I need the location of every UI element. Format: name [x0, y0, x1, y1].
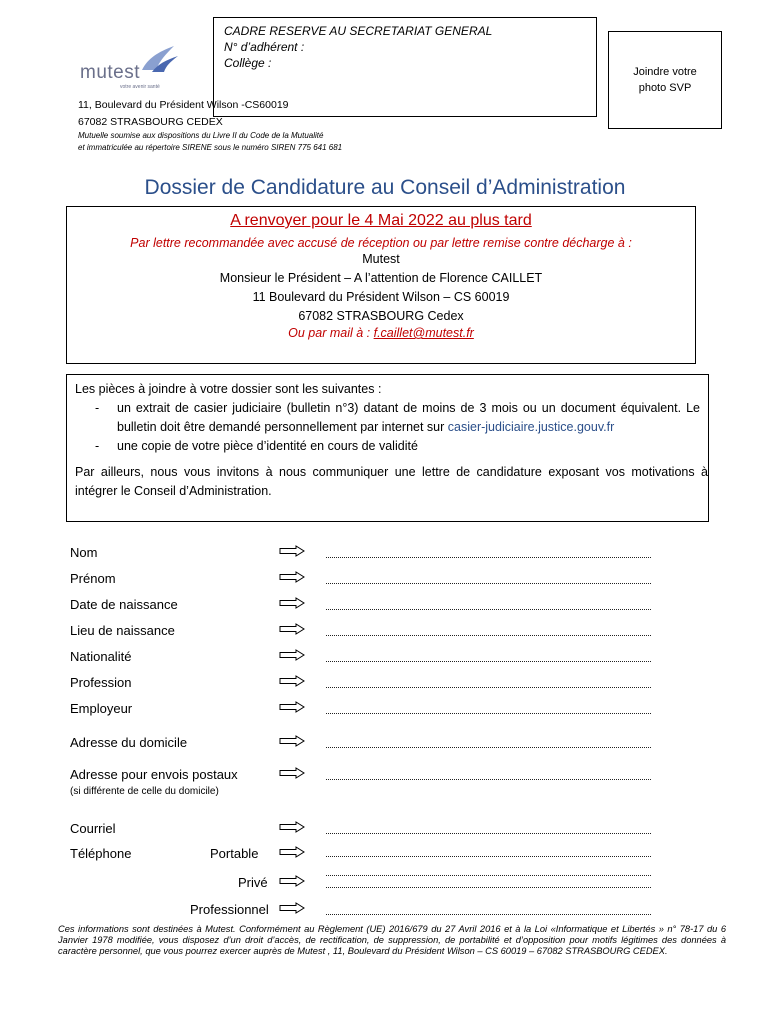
label-courriel: Courriel: [70, 821, 116, 836]
email-link[interactable]: f.caillet@mutest.fr: [373, 326, 474, 340]
field-nom[interactable]: [326, 557, 651, 558]
field-prenom[interactable]: [326, 583, 651, 584]
photo-label-line1: Joindre votre: [633, 66, 697, 78]
label-professionnel: Professionnel: [190, 902, 269, 917]
college-label: Collège :: [224, 56, 272, 70]
field-profession[interactable]: [326, 687, 651, 688]
recipient-line: Mutest: [362, 252, 400, 266]
logo-tagline: votre avenir santé: [120, 84, 160, 90]
field-employeur[interactable]: [326, 713, 651, 714]
photo-label-line2: photo SVP: [638, 82, 692, 94]
field-professionnel[interactable]: [326, 914, 651, 915]
arrow-right-icon: [279, 597, 305, 609]
address-line-1: 11, Boulevard du Président Wilson -CS60019: [78, 99, 289, 111]
label-nom: Nom: [70, 545, 98, 560]
member-number-label: N° d’adhérent :: [224, 40, 305, 54]
email-line: [67, 326, 695, 340]
legal-line-1: Mutuelle soumise aux dispositions du Livre II du Code de la Mutualité: [78, 131, 324, 140]
mutest-logo: [80, 44, 180, 90]
field-adresse-postale[interactable]: [326, 779, 651, 780]
recipient-line: 67082 STRASBOURG Cedex: [298, 309, 464, 323]
arrow-right-icon: [279, 902, 305, 914]
send-method-text: Par lettre recommandée avec accusé de réception ou par lettre remise contre décharge à :: [130, 236, 632, 250]
label-profession: Profession: [70, 675, 132, 690]
legal-line-2: et immatriculée au répertoire SIRENE sous le numéro SIREN 775 641 681: [78, 143, 343, 152]
deadline-text: A renvoyer pour le 4 Mai 2022 au plus tard: [230, 212, 532, 229]
label-prive: Privé: [238, 875, 268, 890]
field-prive-2[interactable]: [326, 887, 651, 888]
label-employeur: Employeur: [70, 701, 133, 716]
recipient-line: Monsieur le Président – A l’attention de Florence CAILLET: [219, 271, 543, 285]
arrow-right-icon: [279, 545, 305, 557]
field-nationalite[interactable]: [326, 661, 651, 662]
bullet-text: un extrait de casier judiciaire (bulletin n°3) datant de moins de 3 mois ou un document équivalent. Le bulletin doit être demandé personnellement par internet sur: [117, 401, 700, 434]
bullet-text: une copie de votre pièce d’identité en cours de validité: [117, 439, 418, 453]
reserved-title: CADRE RESERVE AU SECRETARIAT GENERAL: [224, 24, 493, 38]
documents-box: [66, 374, 709, 522]
recipient-line: 11 Boulevard du Président Wilson – CS 60019: [252, 290, 510, 304]
documents-closing: Par ailleurs, nous vous invitons à nous communiquer une lettre de candidature exposant vos motivations à intégrer le Conseil d’Administration.: [75, 465, 708, 498]
arrow-right-icon: [279, 821, 305, 833]
arrow-right-icon: [279, 623, 305, 635]
label-date-naissance: Date de naissance: [70, 597, 178, 612]
arrow-right-icon: [279, 875, 305, 887]
label-nationalite: Nationalité: [70, 649, 132, 664]
field-prive-1[interactable]: [326, 875, 651, 876]
send-instructions-box: [66, 206, 696, 364]
label-telephone: Téléphone: [70, 846, 132, 861]
arrow-right-icon: [279, 735, 305, 747]
field-adresse-domicile[interactable]: [326, 747, 651, 748]
logo-wordmark: mutest: [80, 62, 141, 83]
label-adresse-postale: Adresse pour envois postaux: [70, 767, 238, 782]
field-lieu-naissance[interactable]: [326, 635, 651, 636]
label-prenom: Prénom: [70, 571, 116, 586]
bullet-dash: -: [95, 401, 100, 415]
arrow-right-icon: [279, 701, 305, 713]
email-prefix: Ou par mail à :: [288, 326, 374, 340]
arrow-right-icon: [279, 649, 305, 661]
list-item: [67, 437, 708, 456]
label-adresse-postale-note: (si différente de celle du domicile): [70, 786, 219, 797]
field-date-naissance[interactable]: [326, 609, 651, 610]
privacy-footer: Ces informations sont destinées à Mutest. Conformément au Règlement (UE) 2016/679 du 27 Avril 2016 et à la Loi «Informatique et Libertés » n° 78-17 du 6 Janvier 1978 modifiée, vous disposez d’un droit d’accès, de rectification, de suppression, de portabilité et d’opposition pour motifs légitimes des données à caractère personnel, que vous pourrez exercer auprès de Mutest , 11, Boulevard du Président Wilson – CS 60019 – 67082 STRASBOURG CEDEX.: [58, 924, 726, 956]
documents-intro: Les pièces à joindre à votre dossier sont les suivantes :: [75, 382, 382, 396]
arrow-right-icon: [279, 767, 305, 779]
field-courriel[interactable]: [326, 833, 651, 834]
page-title: Dossier de Candidature au Conseil d’Administration: [144, 176, 626, 199]
arrow-right-icon: [279, 571, 305, 583]
list-item: [67, 399, 708, 437]
label-portable: Portable: [210, 846, 259, 861]
address-line-2: 67082 STRASBOURG CEDEX: [78, 116, 223, 128]
label-lieu-naissance: Lieu de naissance: [70, 623, 175, 638]
bird-logo-icon: [138, 44, 180, 74]
arrow-right-icon: [279, 675, 305, 687]
label-adresse-domicile: Adresse du domicile: [70, 735, 188, 750]
casier-judiciaire-link[interactable]: casier-judiciaire.justice.gouv.fr: [447, 420, 615, 434]
bullet-dash: -: [95, 439, 100, 453]
photo-box: [608, 31, 722, 129]
field-portable[interactable]: [326, 856, 651, 857]
arrow-right-icon: [279, 846, 305, 858]
